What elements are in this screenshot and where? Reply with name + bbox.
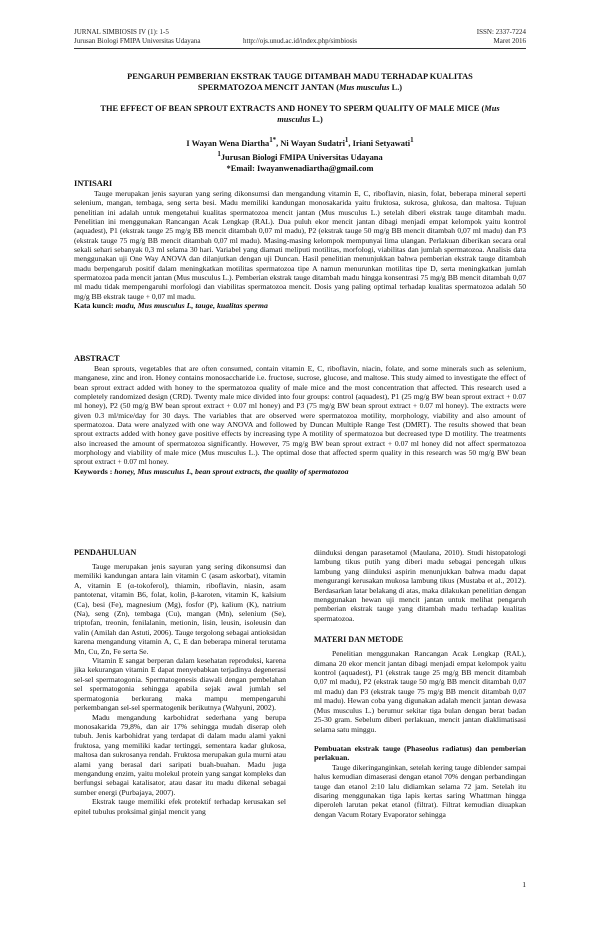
abstract-keywords: Keywords : honey, Mus musculus L, bean sprout extracts, the quality of spermatozoa [74,466,349,476]
paragraph: diinduksi dengan parasetamol (Maulana, 2010). Studi histopatologi lambung tikus putih yang diberi madu sebagai pencegah ulkus lambung yang diinduksi aspirin menunjukkan bahwa madu dapat mengurangi kerusakan mukosa lambung tikus (Mustaba et al., 2012). Berdasarkan latar belakang di atas, maka dilakukan penelitian dengan menggunakan hewan uji mencit jantan untuk melihat pengaruh pemberian ekstrak tauge yang ditambah madu terhadap kualitas spermatozoa. [314,548,526,623]
paragraph: Penelitian menggunakan Rancangan Acak Lengkap (RAL), dimana 20 ekor mencit jantan dibagi menjadi empat kelompok yaitu kontrol (aquadest), P1 (ekstrak tauge 25 mg/g BB mencit ditambah 0,07 ml madu), P2 (ekstrak tauge 50 mg/g BB mencit ditambah 0,07 ml madu) dan P3 (ekstrak tauge 75 mg/g BB mencit ditambah 0,07 ml madu). Hewan coba yang digunakan adalah mencit jantan dewasa (Mus musculus L.) berumur sekitar tiga bulan dengan berat badan 25-30 gram. Sebelum diberi perlakuan, mencit jantan diaklimatisasi selama satu minggu. [314,649,526,734]
paragraph: Madu mengandung karbohidrat sederhana yang berupa monosakarida 79,8%, dan air 17% sehingga mudah diserap oleh tubuh. Jenis karbohidrat yang terdapat di dalam madu alami yakni fruktosa, yang memiliki kadar tertinggi, sementara kadar glukosa, maltosa dan sukrosanya rendah. Fruktosa merupakan gula murni atau alami yang berasal dari saripati buah-buahan. Madu juga mengandung enzim, yaitu molekul protein yang sangat kompleks dan berfungsi sebagai katalisator, atau dasar itu madu dikenal sebagai sumber energi (Purbajaya, 2007). [74,712,286,797]
journal-url[interactable]: http://ojs.unud.ac.id/index.php/simbiosis [243,37,357,45]
left-column [74,548,286,816]
abstract-section [74,353,526,477]
abstract-heading: ABSTRACT [74,354,120,363]
paragraph: Tauge dikeringanginkan, setelah kering tauge diblender sampai halus kemudian dimaserasi dengan etanol 70% dengan perbandingan tauge dan etanol 2:10 lalu didiamkan selama 72 jam. Setelah itu disaring menggunakan tiga lapis kertas saring Whattman hingga diperoleh larutan pekat etanol (filtrat). Filtrat kemudian diuapkan dengan Vacum Rotary Evaporator sehingga [314,762,526,819]
abstract-body: Bean sprouts, vegetables that are often consumed, contain vitamin E, C, riboflavin, niacin, folate, and some minerals such as selenium, manganese, zinc and iron. Honey contains monosaccharide i.e. fructose, sucrose, glucose, and maltose. This study aimed to investigate the effect of bean sprout extract added with honey to the spermatozoa quality of male mice and the most concentration that affected. This research used a completely randomized design (CRD). Twenty male mice divided into four groups: control (aquadest), P1 (25 mg/g BW bean sprout extract + 0.07 ml honey), P2 (50 mg/g BW bean sprout extract + 0.07 ml honey) and P3 (75 mg/g BW bean sprout extract + 0.07 ml honey). The extracts were given 0.3 ml/mice/day for 30 days. The variables that are observed were spermatozoa motility, morphology, viability and also amount of spermatozoa. Data were analyzed with one way ANOVA and followed by Duncan Multiple Range Test (DMRT). The results showed that bean sprout extracts added with honey gave positive effects by increasing type A motility of spermatozoa but decreased type D motility. The treatments also increased the amount of spermatozoa significantly. However, 75 mg/g BW bean sprout extract + 0.07 ml honey did not affect spermatozoa morphology and viability of male mice (Mus musculus L.). The optimal dose that affected sperm quality in this research was 50 mg/g BW bean sprout extract + 0.07 ml honey. [74,364,526,467]
author-block [96,135,504,174]
intisari-heading: INTISARI [74,179,113,188]
header-rule [74,48,526,49]
intisari-section [74,178,526,311]
paragraph: Vitamin E sangat berperan dalam kesehatan reproduksi, karena jika kekurangan vitamin E dapat menyebabkan terjadinya degenerasi sel-sel spermatogonia. Spermatogenesis diawali dengan pembelahan sel spermatogonia sehingga apabila sejak awal jumlah sel spermatogonia berkurang maka mampu mempengaruhi perkembangan sel-sel spermatogenik berikutnya (Wahyuni, 2002). [74,656,286,713]
journal-name: JURNAL SIMBIOSIS IV (1): 1-5 [74,28,169,36]
title-english: THE EFFECT OF BEAN SPROUT EXTRACTS AND HONEY TO SPERM QUALITY OF MALE MICE (Mus musculus L.) [100,104,500,124]
email[interactable]: *Email: Iwayanwenadiartha@gmail.com [226,163,374,173]
issn: ISSN: 2337-7224 [476,28,526,36]
affiliation: $^1$Jurusan Biologi FMIPA Universitas Udayana [217,150,383,163]
pendahuluan-heading: PENDAHULUAN [74,548,137,557]
author-names: I Wayan Wena Diartha$^{1*}$, Ni Wayan Sudatri$^1$, Iriani Setyawati$^1$ [186,136,414,148]
right-column [314,548,526,819]
department: Jurusan Biologi FMIPA Universitas Udayana [74,37,201,45]
paragraph: Ekstrak tauge memiliki efek protektif terhadap kerusakan sel epitel tubulus proksimal ginjal mencit yang [74,797,286,816]
methods-heading: MATERI DAN METODE [314,635,404,645]
subheading: Pembuatan ekstrak tauge (Phaseolus radiatus) dan pemberian perlakuan. [314,743,526,763]
issue-date: Maret 2016 [493,37,526,45]
paragraph: Tauge merupakan jenis sayuran yang sering dikonsumsi dan memiliki kandungan antara lain vitamin C (asam askorbat), vitamin A, vitamin E (α-tokoferol), thiamin, riboflavin, niasin, asam pantotenat, vitamin B6, folat, kolin, β-karoten, vitamin K, kalsium (Ca), besi (Fe), magnesium (Mg), fosfor (P), kalium (K), natrium (Na), seng (Zn), tembaga (Cu), mangan (Mn), selenium (Se), triptofan, treonin, fenilalanin, metionin, lisin, leusin, isoleusin dan valin (Amilah dan Astuti, 2006). Tauge tergolong sebagai antioksidan karena mengandung vitamin A, C, E dan beberapa mineral terutama Mn, Cu, Zn, Fe serta Se. [74,562,286,656]
title-indonesian: PENGARUH PEMBERIAN EKSTRAK TAUGE DITAMBAH MADU TERHADAP KUALITAS SPERMATOZOA MENCIT JANTAN (Mus musculus L.) [127,72,473,92]
page-number: 1 [522,880,526,889]
intisari-keywords: Kata kunci: madu, Mus musculus L, tauge, kualitas sperma [74,301,268,311]
intisari-body: Tauge merupakan jenis sayuran yang sering dikonsumsi dan mengandung vitamin E, C, riboflavin, niasin, folat, beberapa mineral seperti selenium, mangan, tembaga, seng serta besi. Madu memiliki kandungan monosakarida yaitu fruktosa, sukrosa, glukosa, dan maltosa. Tujuan penelitian ini adalah untuk mengetahui kualitas spermatozoa mencit jantan (Mus musculus L.) setelah diberi ekstrak tauge ditambah madu. Penelitian ini menggunakan Rancangan Acak Lengkap (RAL). Dua puluh ekor mencit jantan dibagi menjadi empat kelompok yaitu kontrol (aquadest), P1 (ekstrak tauge 25 mg/g BB mencit ditambah 0,07 ml madu), P2 (ekstrak tauge 50 mg/g BB mencit ditambah 0,07 ml madu) dan P3 (ekstrak tauge 75 mg/g BB mencit ditambah 0,07 ml madu). Masing-masing kelompok mempunyai lima ulangan. Perlakuan diberikan secara oral sekali sehari sebanyak 0,3 ml selama 30 hari. Variabel yang diamati meliputi motilitas, morfologi, viabilitas dan jumlah spermatozoa. Analisis data menggunakan uji One Way ANOVA dan dilanjutkan dengan uji Duncan. Hasil penelitian menunjukkan bahwa pemberian ekstrak tauge ditambah madu berpengaruh positif dalam meningkatkan motilitas spermatozoa tipe A namun menurunkan motilitas tipe D, serta meningkatkan jumlah spermatozoa pada mencit jantan (Mus musculus L.). Pemberian ekstrak tauge ditambah madu hingga konsentrasi 75 mg/g BB mencit ditambah 0,07 ml madu tidak mempengaruhi morfologi dan viabilitas spermatozoa mencit. Dosis yang paling optimal terhadap kualitas spermatozoa adalah 50 mg/g BB ekstrak tauge + 0,07 ml madu. [74,189,526,301]
